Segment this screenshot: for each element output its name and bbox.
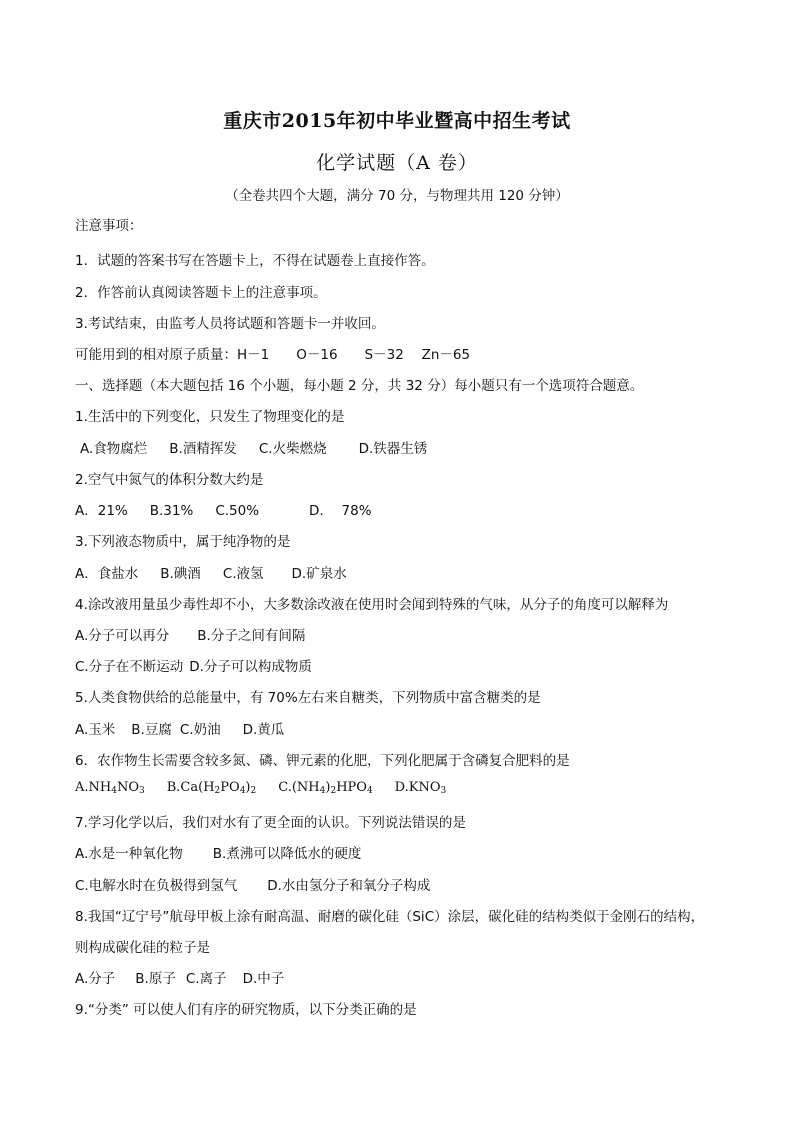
notice-item-1: 1．试题的答案书写在答题卡上，不得在试题卷上直接作答。 — [75, 253, 435, 269]
question-5-stem: 5.人类食物供给的总能量中，有 70%左右来自糖类，下列物质中富含糖类的是 — [75, 690, 541, 706]
q3-option-d: D.矿泉水 — [291, 566, 347, 582]
question-4-options-row2 — [75, 655, 754, 675]
question-6-options — [75, 780, 754, 795]
q1-option-b: B.酒精挥发 — [169, 441, 237, 457]
q5-option-c: C.奶油 — [179, 722, 221, 738]
question-2-stem: 2.空气中氮气的体积分数大约是 — [75, 472, 264, 488]
q5-option-d: D.黄瓜 — [242, 722, 285, 738]
q1-option-d: D.铁器生锈 — [358, 441, 428, 457]
q8-option-d: D.中子 — [242, 971, 285, 987]
question-1-stem: 1.生活中的下列变化，只发生了物理变化的是 — [75, 409, 345, 425]
question-4-stem: 4.涂改液用量虽少毒性却不小，大多数涂改液在使用时会闻到特殊的气味，从分子的角度可以解释为 — [75, 597, 669, 613]
question-4-options-row1 — [75, 624, 754, 644]
question-7-stem: 7.学习化学以后，我们对水有了更全面的认识。下列说法错误的是 — [75, 815, 466, 831]
q1-option-c: C.火柴燃烧 — [258, 441, 327, 457]
q8-option-c: C.离子 — [185, 971, 227, 987]
question-8-stem: 8.我国“辽宁号”航母甲板上涂有耐高温、耐磨的碳化硅（SiC）涂层，碳化硅的结构类似于金刚石的结构， — [75, 909, 705, 925]
q6-option-a: $A.NH_4NO_3$ — [75, 780, 145, 796]
q2-option-c: C.50% — [215, 503, 260, 519]
q7-option-b: B.煮沸可以降低水的硬度 — [212, 846, 362, 862]
exam-note: （全卷共四个大题，满分 70 分，与物理共用 120 分钟） — [225, 188, 569, 204]
question-2-options — [75, 499, 754, 519]
q3-option-c: C.液氢 — [222, 566, 264, 582]
question-8-options — [75, 967, 754, 987]
q7-option-c: C.电解水时在负极得到氢气 — [75, 878, 238, 894]
q2-option-b: B.31% — [149, 503, 194, 519]
q2-option-d: D． 78% — [309, 503, 372, 519]
q6-option-b: $B.Ca(H_2PO_4)_2$ — [166, 780, 257, 796]
question-7-options-row1 — [75, 842, 754, 862]
q6-option-c: $C.(NH_4)_2HPO_4$ — [278, 780, 373, 796]
question-6-stem: 6．农作物生长需要含较多氮、磷、钾元素的化肥，下列化肥属于含磷复合肥料的是 — [75, 753, 570, 769]
exam-subtitle: 化学试题（A 卷） — [316, 152, 478, 174]
q4-option-b: B.分子之间有间隔 — [197, 628, 306, 644]
q3-option-a: A．食盐水 — [75, 566, 139, 582]
q8-option-a: A.分子 — [75, 971, 116, 987]
q2-option-a: A．21% — [75, 503, 128, 519]
q6-option-d: $D.KNO_3$ — [394, 780, 447, 796]
notice-heading: 注意事项： — [75, 218, 143, 234]
question-1-options — [80, 437, 754, 457]
notice-item-2: 2．作答前认真阅读答题卡上的注意事项。 — [75, 285, 327, 301]
q8-option-b: B.原子 — [135, 971, 176, 987]
question-7-options-row2 — [75, 874, 754, 894]
notice-item-3: 3.考试结束，由监考人员将试题和答题卡一并收回。 — [75, 316, 385, 332]
question-3-options — [75, 562, 754, 582]
question-8-stem-cont: 则构成碳化硅的粒子是 — [75, 940, 210, 956]
q1-option-a: A.食物腐烂 — [80, 441, 148, 457]
q7-option-a: A.水是一种氧化物 — [75, 846, 183, 862]
question-3-stem: 3.下列液态物质中，属于纯净物的是 — [75, 534, 291, 550]
question-5-options — [75, 718, 754, 738]
q5-option-b: B.豆腐 — [131, 722, 172, 738]
q3-option-b: B.碘酒 — [160, 566, 201, 582]
section-heading: 一、选择题（本大题包括 16 个小题，每小题 2 分，共 32 分）每小题只有一个选项符合题意。 — [75, 378, 644, 394]
q4-option-a: A.分子可以再分 — [75, 628, 170, 644]
q7-option-d: D.水由氢分子和氧分子构成 — [267, 878, 431, 894]
exam-title: 重庆市2015年初中毕业暨高中招生考试 — [223, 110, 571, 132]
atomic-mass-line: 可能用到的相对原子质量：H－1 O－16 S－32 Zn－65 — [75, 347, 471, 363]
question-9-stem: 9.“分类” 可以使人们有序的研究物质，以下分类正确的是 — [75, 1002, 417, 1018]
q4-option-d: D.分子可以构成物质 — [189, 659, 312, 675]
q5-option-a: A.玉米 — [75, 722, 116, 738]
q4-option-c: C.分子在不断运动 — [75, 659, 184, 675]
